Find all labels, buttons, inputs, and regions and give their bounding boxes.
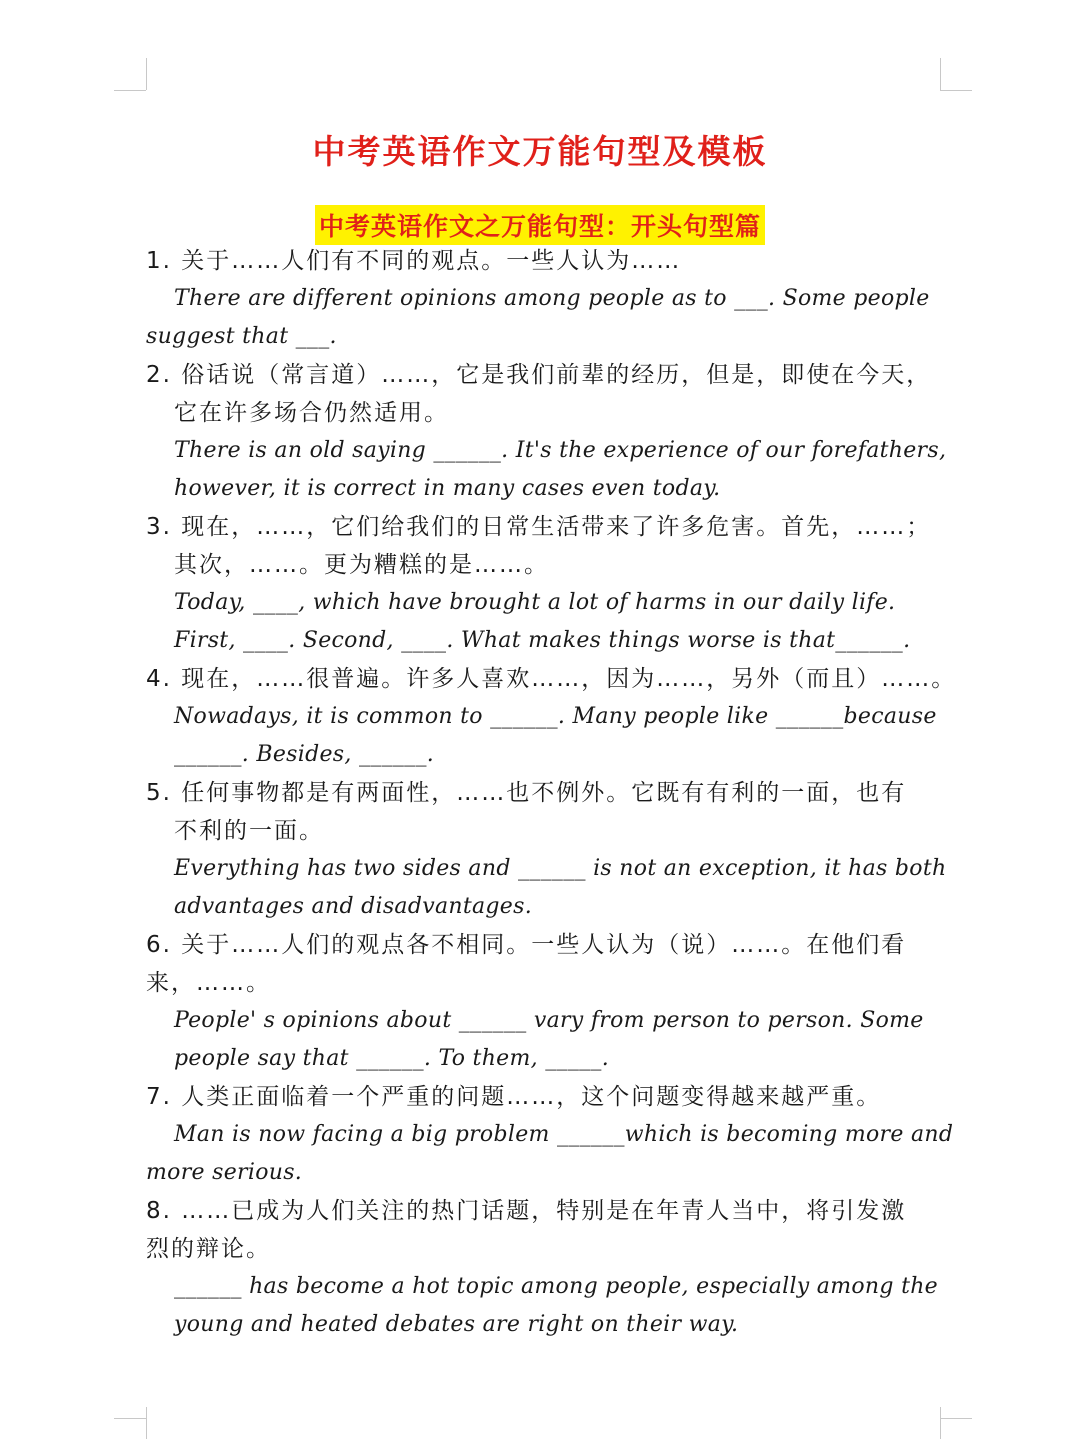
english-line: There is an old saying ______. It's the experience of our forefathers, [174, 438, 947, 463]
crop-mark [114, 90, 146, 91]
pattern-item [146, 660, 957, 774]
english-line: People' s opinions about ______ vary from person to person. Some [174, 1008, 924, 1033]
crop-mark [940, 90, 972, 91]
english-line: however, it is correct in many cases even today. [174, 476, 721, 501]
pattern-item [146, 242, 946, 356]
crop-mark [114, 1418, 146, 1419]
pattern-item [146, 1192, 946, 1344]
pattern-item [146, 926, 946, 1078]
section-subtitle: 中考英语作文之万能句型：开头句型篇 [315, 205, 765, 245]
chinese-line: 其次，……。更为糟糕的是……。 [174, 552, 549, 578]
chinese-line: 5. 任何事物都是有两面性，……也不例外。它既有有利的一面，也有 [146, 780, 907, 806]
crop-mark [940, 58, 941, 90]
chinese-line: 烈的辩论。 [146, 1236, 271, 1262]
chinese-line: 来，……。 [146, 970, 271, 996]
crop-mark [940, 1418, 972, 1419]
chinese-line: 7. 人类正面临着一个严重的问题……，这个问题变得越来越严重。 [146, 1084, 882, 1110]
english-line: ______. Besides, ______. [174, 742, 435, 767]
crop-mark [146, 58, 147, 90]
chinese-line: 6. 关于……人们的观点各不相同。一些人认为（说）……。在他们看 [146, 932, 907, 958]
english-line: Everything has two sides and ______ is not an exception, it has both [174, 856, 947, 881]
english-line: ______ has become a hot topic among people, especially among the [174, 1274, 938, 1299]
chinese-line: 不利的一面。 [174, 818, 324, 844]
chinese-line: 8. ……已成为人们关注的热门话题，特别是在年青人当中，将引发激 [146, 1198, 907, 1224]
pattern-item [146, 1078, 954, 1192]
chinese-line: 2. 俗话说（常言道）……，它是我们前辈的经历，但是，即使在今天， [146, 362, 932, 388]
chinese-line: 1. 关于……人们有不同的观点。一些人认为…… [146, 248, 682, 274]
english-line: people say that ______. To them, _____. [174, 1046, 610, 1071]
english-line: more serious. [146, 1160, 303, 1185]
pattern-item [146, 356, 946, 508]
crop-mark [940, 1407, 941, 1439]
english-line: There are different opinions among people as to ___. Some people [174, 286, 930, 311]
english-line: young and heated debates are right on their way. [174, 1312, 739, 1337]
english-line: Nowadays, it is common to ______. Many people like ______because [174, 704, 937, 729]
chinese-line: 3. 现在，……，它们给我们的日常生活带来了许多危害。首先，……； [146, 514, 932, 540]
english-line: Man is now facing a big problem ______which is becoming more and [174, 1122, 954, 1147]
english-line: advantages and disadvantages. [174, 894, 532, 919]
english-line: Today, ____, which have brought a lot of harms in our daily life. [174, 590, 896, 615]
chinese-line: 4. 现在，……很普遍。许多人喜欢……，因为……，另外（而且）……。 [146, 666, 957, 692]
page-title: 中考英语作文万能句型及模板 [312, 132, 768, 171]
chinese-line: 它在许多场合仍然适用。 [174, 400, 449, 426]
english-line: First, ____. Second, ____. What makes things worse is that______. [174, 628, 911, 653]
crop-mark [146, 1407, 147, 1439]
english-line: suggest that ___. [146, 324, 337, 349]
sentence-pattern-list [146, 242, 957, 1344]
pattern-item [146, 774, 946, 926]
pattern-item [146, 508, 946, 660]
subtitle-wrap [0, 205, 1080, 245]
